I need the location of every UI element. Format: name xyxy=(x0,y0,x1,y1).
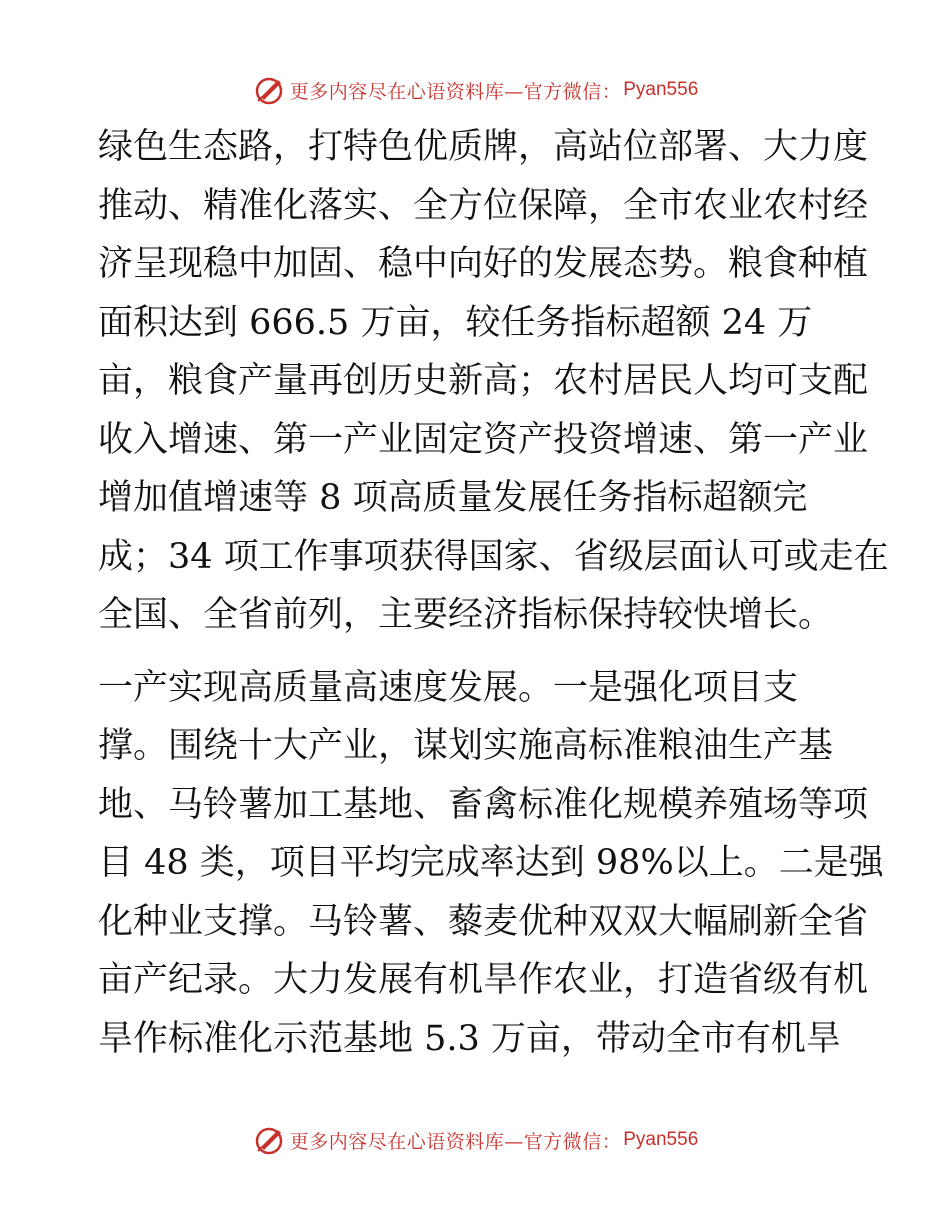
text-line: 地、马铃薯加工基地、畜禽标准化规模养殖场等项 xyxy=(98,784,869,825)
text-line: 推动、精准化落实、全方位保障，全市农业农村经 xyxy=(98,185,869,226)
text-line: 旱作标准化示范基地 5.3 万亩，带动全市有机旱 xyxy=(98,1018,841,1059)
quill-logo-icon xyxy=(252,1123,286,1157)
text-line: 亩，粮食产量再创历史新高；农村居民人均可支配 xyxy=(98,361,869,401)
text-line: 成；34 项工作事项获得国家、省级层面认可或走在 xyxy=(98,536,889,577)
header-watermark xyxy=(0,72,950,108)
text-line: 化种业支撑。马铃薯、藜麦优种双双大幅刷新全省 xyxy=(98,901,869,942)
text-line: 全国、全省前列，主要经济指标保持较快增长。 xyxy=(98,595,834,635)
watermark-wechat-id: Pyan556 xyxy=(623,79,699,100)
text-line: 一产实现高质量高速度发展。一是强化项目支 xyxy=(98,667,799,708)
text-line: 撑。围绕十大产业，谋划实施高标准粮油生产基 xyxy=(98,726,834,766)
text-line: 面积达到 666.5 万亩，较任务指标超额 24 万 xyxy=(98,302,813,343)
watermark-wechat-id: Pyan556 xyxy=(623,1129,699,1150)
text-line: 济呈现稳中加固、稳中向好的发展态势。粮食种植 xyxy=(98,244,869,284)
text-line: 绿色生态路，打特色优质牌，高站位部署、大力度 xyxy=(98,127,869,167)
paragraph xyxy=(98,659,884,1069)
text-line: 目 48 类，项目平均完成率达到 98%以上。二是强 xyxy=(98,843,884,883)
text-line: 增加值增速等 8 项高质量发展任务指标超额完 xyxy=(98,478,808,518)
paragraph xyxy=(98,118,889,645)
footer-watermark xyxy=(0,1122,950,1158)
text-line: 亩产纪录。大力发展有机旱作农业，打造省级有机 xyxy=(98,960,869,1000)
watermark-text: 更多内容尽在心语资料库—官方微信： xyxy=(289,80,622,103)
document-body xyxy=(98,118,889,1068)
text-line: 收入增速、第一产业固定资产投资增速、第一产业 xyxy=(98,419,869,460)
watermark-text: 更多内容尽在心语资料库—官方微信： xyxy=(289,1130,622,1153)
quill-logo-icon xyxy=(252,73,286,107)
